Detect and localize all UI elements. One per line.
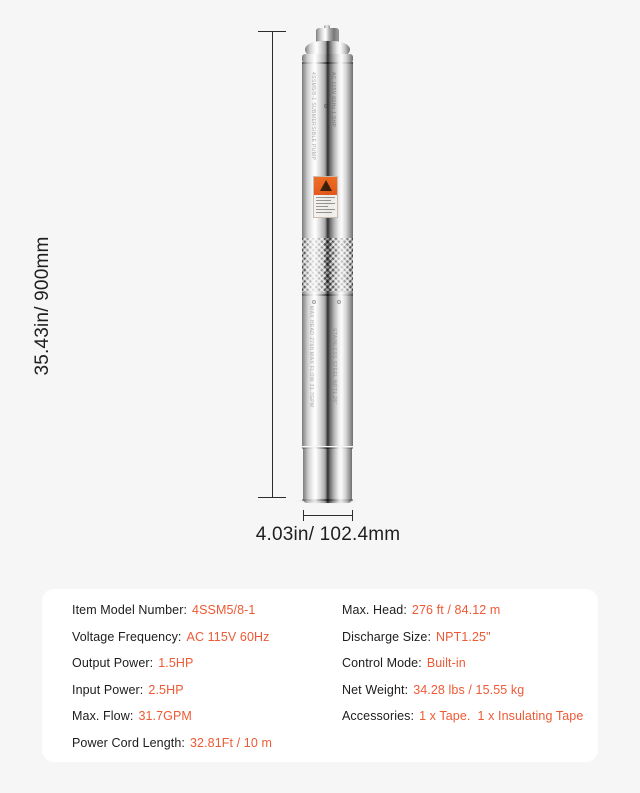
pump-seam-upper — [302, 62, 353, 64]
spec-value: 276 ft / 84.12 m — [411, 603, 501, 617]
spec-value: AC 115V 60Hz — [186, 629, 270, 644]
diameter-dimension-label: 4.03in/ 102.4mm — [255, 524, 401, 545]
warning-decal-header — [314, 177, 337, 195]
pump-motor-section — [303, 448, 352, 503]
pump-stamp-mark-top — [324, 104, 328, 108]
spec-value — [419, 709, 583, 723]
spec-value: 31.7GPM — [138, 709, 192, 723]
spec-row — [342, 683, 583, 710]
pump-ground-shadow — [294, 498, 360, 504]
spec-value-part-1: 1 x Tape. — [419, 709, 471, 723]
pump-seam-mid — [302, 294, 353, 296]
spec-row — [342, 656, 583, 683]
spec-label: Control Mode: — [342, 656, 422, 670]
spec-label: Accessories: — [342, 709, 415, 723]
height-dimension-tick-bottom — [258, 497, 286, 498]
spec-label: Max. Flow: — [72, 709, 134, 723]
spec-value: 2.5HP — [148, 682, 184, 697]
spec-label: Item Model Number: — [72, 603, 188, 617]
pump-stamp-mark-right — [337, 300, 341, 304]
spec-label: Voltage Frequency: — [72, 629, 182, 644]
spec-row — [342, 630, 583, 657]
pump-seam-bottom — [302, 447, 353, 449]
pump-etched-text-1: 4SSM5/8-1 SUBMERSIBLE PUMP — [310, 72, 316, 161]
spec-row — [342, 709, 583, 736]
diameter-dimension-line — [303, 515, 353, 516]
spec-value: 32.81Ft / 10 m — [189, 735, 272, 750]
warning-decal — [313, 176, 338, 218]
pump-etched-text-3: MAX HEAD 276ft MAX FLOW 31.7GPM — [308, 306, 314, 408]
spec-label: Power Cord Length: — [72, 735, 185, 750]
spec-row — [342, 603, 583, 630]
pump-etched-text-2: AC 115V 60Hz 1.5HP — [330, 72, 336, 128]
spec-value: 4SSM5/8-1 — [192, 603, 256, 617]
spec-label: Max. Head: — [342, 603, 407, 617]
spec-value: Built-in — [426, 656, 466, 670]
spec-row — [72, 656, 272, 683]
spec-value: NPT1.25" — [436, 629, 491, 644]
spec-row — [72, 603, 272, 630]
specifications-card — [42, 589, 598, 762]
warning-decal-text-lines — [314, 195, 337, 213]
spec-value: 1.5HP — [158, 656, 194, 670]
specifications-column-left — [72, 603, 272, 762]
specifications-column-right — [342, 603, 583, 736]
spec-label: Net Weight: — [342, 682, 409, 697]
spec-row — [72, 709, 272, 736]
warning-triangle-icon — [320, 180, 332, 191]
spec-row — [72, 683, 272, 710]
pump-etched-text-4: STAINLESS STEEL NPT1.25" — [331, 328, 337, 405]
spec-label: Discharge Size: — [342, 629, 432, 644]
pump-stamp-mark-left — [312, 300, 316, 304]
pump-knurled-band — [302, 238, 353, 294]
submersible-pump-illustration — [300, 28, 355, 503]
spec-value-part-2: 1 x Insulating Tape — [477, 709, 584, 723]
spec-value: 34.28 lbs / 15.55 kg — [413, 682, 525, 697]
spec-row — [72, 630, 272, 657]
diameter-dimension-cap-right — [352, 510, 353, 521]
spec-label: Input Power: — [72, 682, 144, 697]
spec-label: Output Power: — [72, 656, 154, 670]
height-dimension-label: 35.43in/ 900mm — [32, 236, 53, 376]
height-dimension-line — [272, 31, 273, 497]
spec-row — [72, 736, 272, 763]
